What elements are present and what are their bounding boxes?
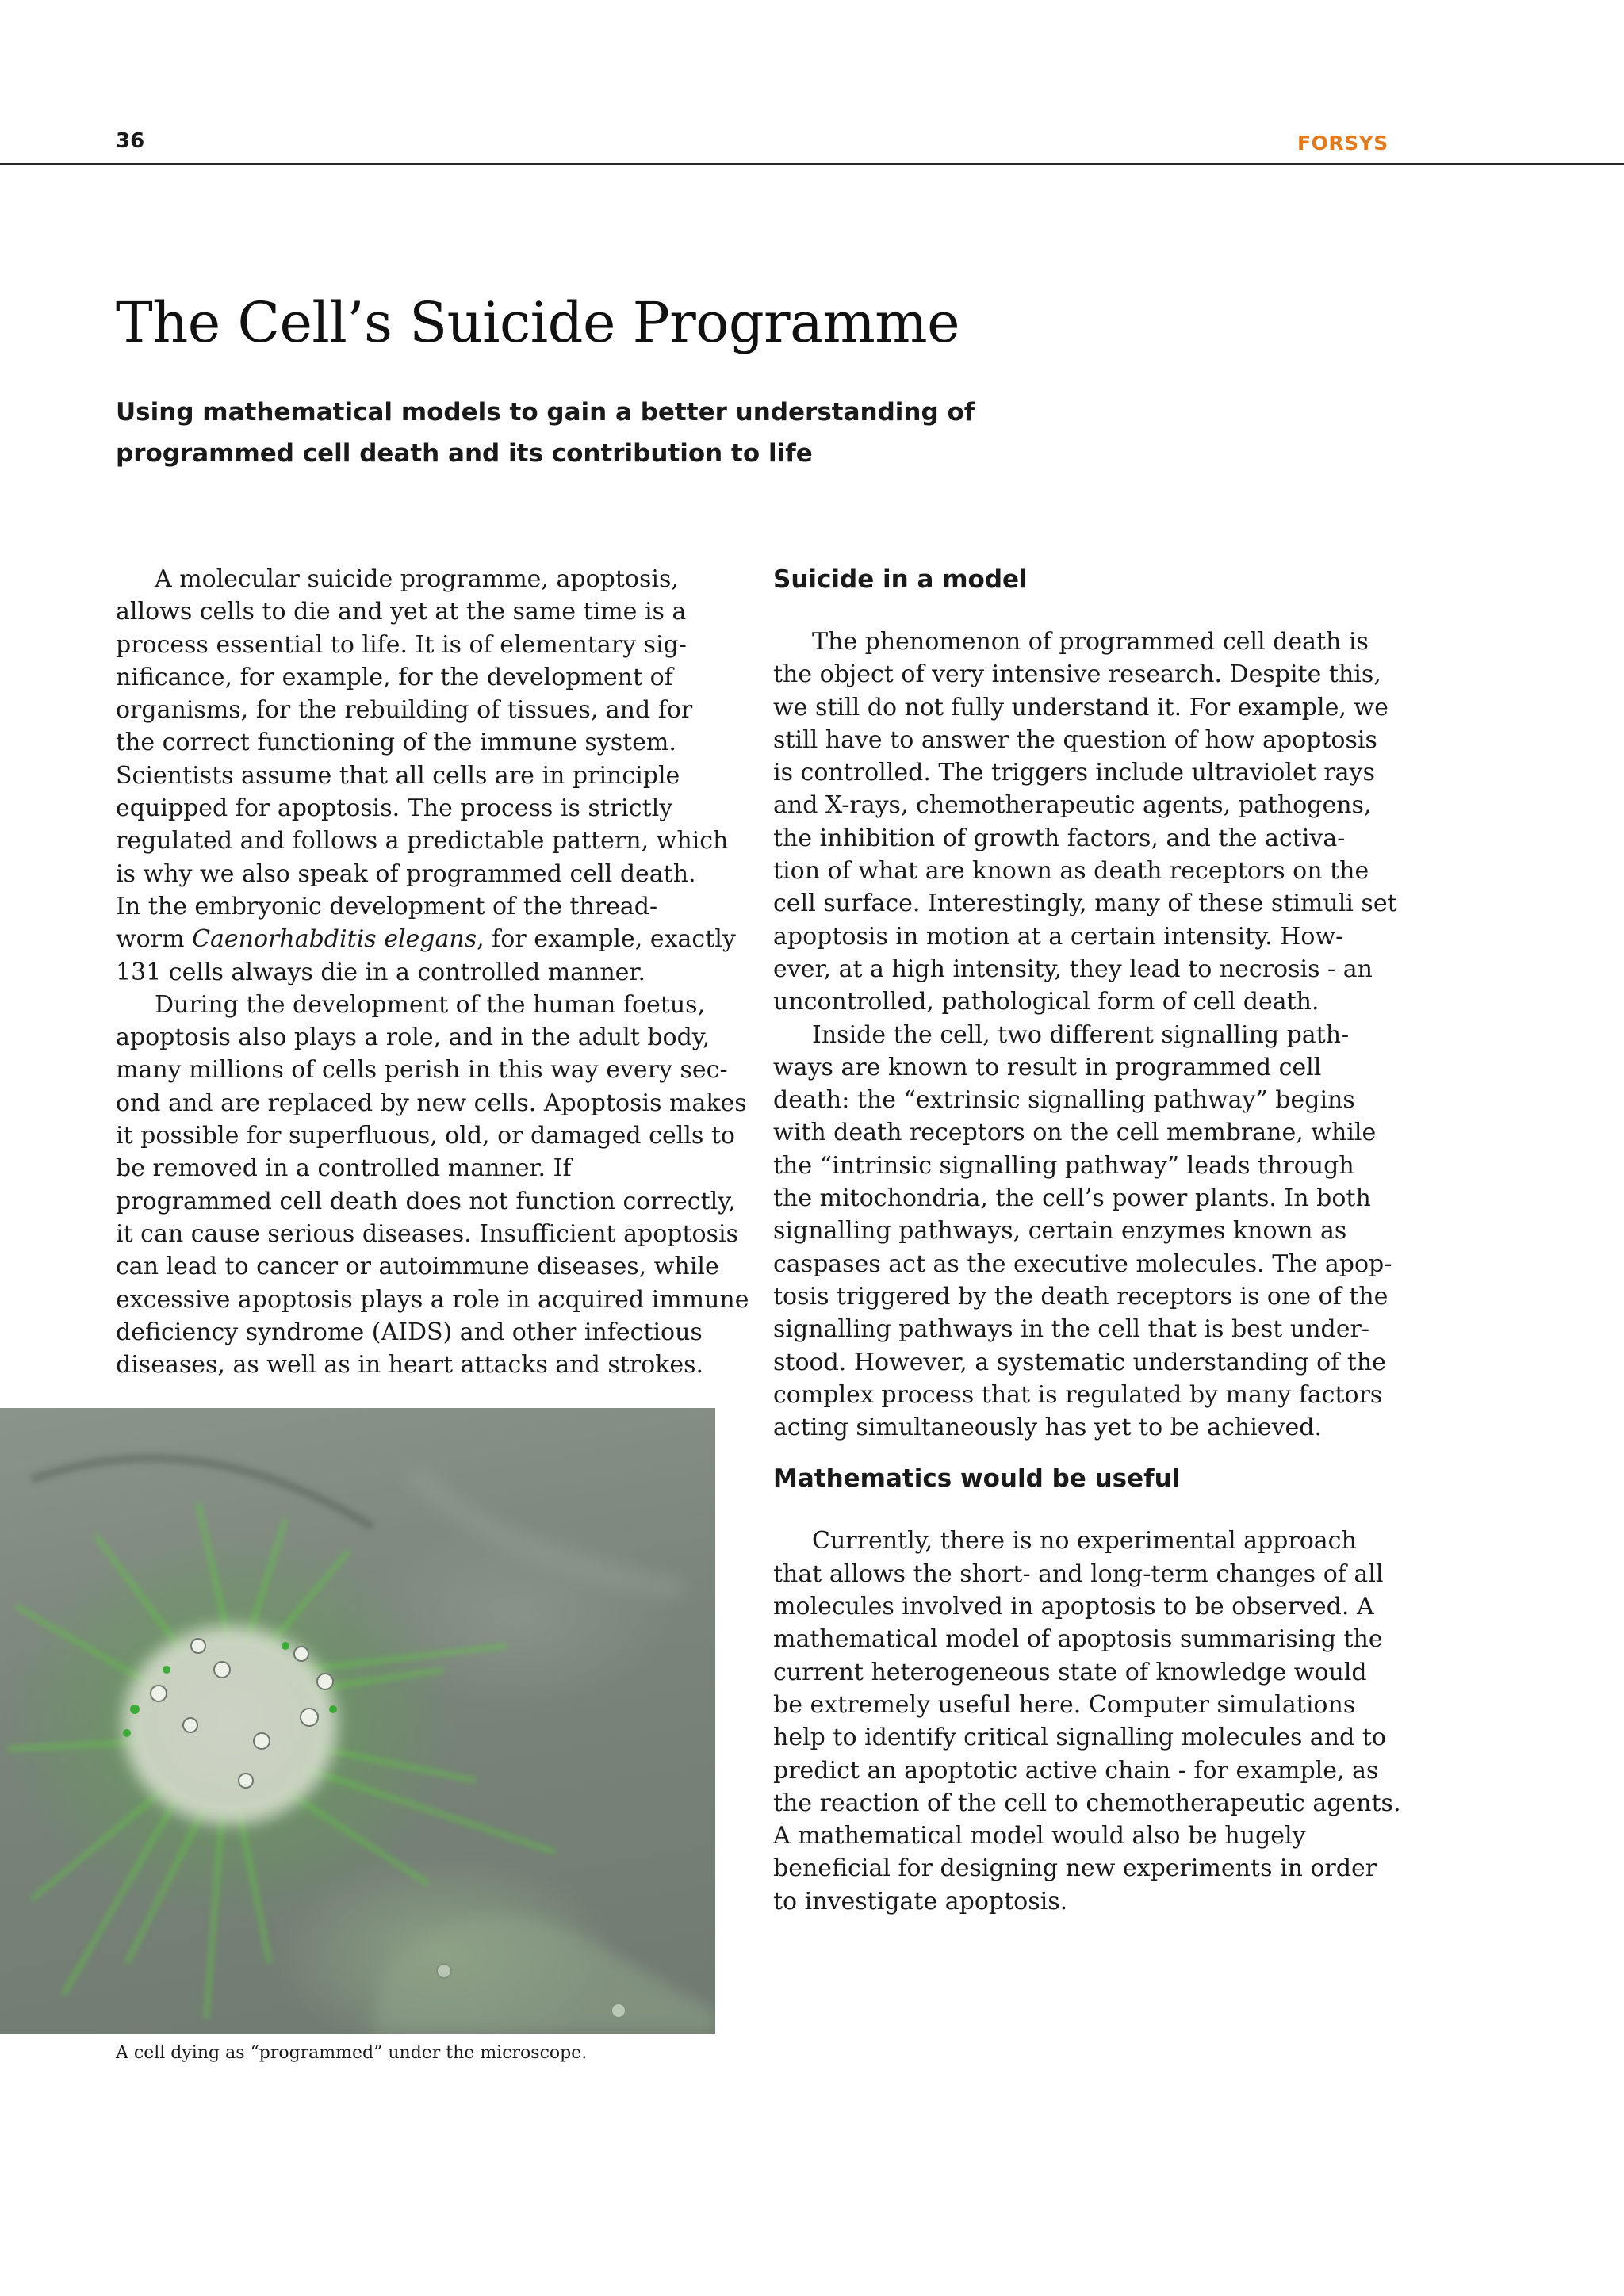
- text-line: ond and are replaced by new cells. Apoptosis makes: [116, 1089, 747, 1117]
- text-line: 131 cells always die in a controlled manner.: [116, 958, 645, 986]
- text-line: still have to answer the question of how apoptosis: [773, 725, 1377, 754]
- text-line: the reaction of the cell to chemotherapeutic agents.: [773, 1789, 1401, 1817]
- text-line: organisms, for the rebuilding of tissues, and for: [116, 696, 693, 725]
- text-line: many millions of cells perish in this way every sec-: [116, 1056, 728, 1085]
- text-line: ever, at a high intensity, they lead to necrosis - an: [773, 955, 1373, 983]
- text-line: diseases, as well as in heart attacks and strokes.: [116, 1351, 704, 1380]
- text-line: apoptosis also plays a role, and in the adult body,: [116, 1024, 710, 1052]
- text-line: signalling pathways in the cell that is best under-: [773, 1315, 1369, 1344]
- text-line: death: the “extrinsic signalling pathway” begins: [773, 1086, 1355, 1115]
- text-line: excessive apoptosis plays a role in acquired immune: [116, 1285, 749, 1314]
- text-line: and X-rays, chemotherapeutic agents, pathogens,: [773, 791, 1372, 820]
- text-line: the correct functioning of the immune system.: [116, 729, 676, 757]
- section-heading-suicide-model: Suicide in a model: [773, 565, 1028, 594]
- text-line: the object of very intensive research. Despite this,: [773, 660, 1381, 689]
- section-heading-mathematics: Mathematics would be useful: [773, 1464, 1181, 1494]
- text-line: acting simultaneously has yet to be achieved.: [773, 1414, 1323, 1442]
- text-line: beneficial for designing new experiments in order: [773, 1854, 1377, 1883]
- text-line: [116, 923, 736, 955]
- text-fragment: , for example, exactly: [477, 925, 736, 954]
- text-line: signalling pathways, certain enzymes known as: [773, 1217, 1347, 1246]
- text-line: be extremely useful here. Computer simulations: [773, 1690, 1356, 1719]
- right-column: [773, 561, 1401, 1918]
- text-line: can lead to cancer or autoimmune diseases, while: [116, 1253, 719, 1281]
- text-line: is controlled. The triggers include ultraviolet rays: [773, 759, 1375, 787]
- text-line: help to identify critical signalling molecules and to: [773, 1724, 1386, 1752]
- text-line: In the embryonic development of the thread-: [116, 892, 658, 920]
- species-name: Caenorhabditis elegans: [192, 925, 477, 954]
- text-line: be removed in a controlled manner. If: [116, 1154, 572, 1183]
- text-line: the inhibition of growth factors, and the activa-: [773, 824, 1346, 852]
- text-line: deficiency syndrome (AIDS) and other infectious: [116, 1318, 703, 1346]
- spacer: [773, 1498, 1376, 1525]
- text-line: Currently, there is no experimental approach: [812, 1527, 1357, 1556]
- text-line: current heterogeneous state of knowledge would: [773, 1658, 1367, 1686]
- text-line: stood. However, a systematic understanding of the: [773, 1348, 1386, 1376]
- text-line: apoptosis in motion at a certain intensity. How-: [773, 922, 1344, 951]
- left-column: [116, 563, 749, 1381]
- text-line: nificance, for example, for the development of: [116, 663, 673, 691]
- text-line: uncontrolled, pathological form of cell death.: [773, 988, 1320, 1016]
- fiber-shape: [412, 1471, 682, 1590]
- text-line: allows cells to die and yet at the same time is a: [116, 598, 687, 626]
- page-number: 36: [116, 129, 145, 153]
- text-line: the “intrinsic signalling pathway” leads through: [773, 1151, 1354, 1180]
- spacer: [773, 599, 1376, 626]
- header-rule: [0, 163, 1624, 165]
- text-line: to investigate apoptosis.: [773, 1887, 1068, 1915]
- cell-microscope-image: [0, 1408, 715, 2034]
- text-line: we still do not fully understand it. For example, we: [773, 693, 1388, 721]
- text-line: molecules involved in apoptosis to be observed. A: [773, 1593, 1374, 1621]
- subtitle-line: programmed cell death and its contribution to life: [116, 439, 813, 468]
- text-line: programmed cell death does not function correctly,: [116, 1187, 736, 1215]
- text-line: is why we also speak of programmed cell death.: [116, 859, 696, 888]
- text-line: tion of what are known as death receptors on the: [773, 857, 1369, 886]
- page-title: The Cell’s Suicide Programme: [116, 290, 960, 355]
- text-line: ways are known to result in programmed cell: [773, 1053, 1322, 1081]
- text-fragment: worm: [116, 925, 193, 954]
- subtitle-line: Using mathematical models to gain a better understanding of: [116, 398, 975, 427]
- figure-caption: A cell dying as “programmed” under the microscope.: [116, 2043, 588, 2063]
- neighbour-cell: [373, 1915, 715, 2034]
- text-line: tosis triggered by the death receptors is one of the: [773, 1282, 1388, 1311]
- text-line: Scientists assume that all cells are in principle: [116, 761, 680, 790]
- text-line: predict an apoptotic active chain - for example, as: [773, 1756, 1379, 1785]
- text-line: the mitochondria, the cell’s power plants. In both: [773, 1184, 1371, 1213]
- text-line: that allows the short- and long-term changes of all: [773, 1559, 1384, 1588]
- spacer: [773, 1444, 1376, 1460]
- text-line: with death receptors on the cell membrane, while: [773, 1119, 1377, 1147]
- text-line: it can cause serious diseases. Insufficient apoptosis: [116, 1219, 738, 1248]
- text-line: regulated and follows a predictable pattern, which: [116, 827, 729, 855]
- text-line: it possible for superfluous, old, or damaged cells to: [116, 1122, 735, 1150]
- text-line: Inside the cell, two different signalling path-: [812, 1020, 1350, 1049]
- text-line: mathematical model of apoptosis summarising the: [773, 1625, 1383, 1654]
- text-line: A molecular suicide programme, apoptosis,: [155, 565, 679, 593]
- cell-illustration: [0, 1408, 715, 2034]
- text-line: A mathematical model would also be hugely: [773, 1822, 1306, 1850]
- subtitle: [116, 392, 988, 474]
- text-line: process essential to life. It is of elementary sig-: [116, 630, 687, 659]
- text-line: cell surface. Interestingly, many of these stimuli set: [773, 890, 1397, 918]
- text-line: complex process that is regulated by many factors: [773, 1380, 1383, 1409]
- text-line: The phenomenon of programmed cell death is: [812, 628, 1369, 656]
- text-line: equipped for apoptosis. The process is strictly: [116, 794, 673, 823]
- text-line: caspases act as the executive molecules. The apop-: [773, 1249, 1392, 1278]
- text-line: During the development of the human foetus,: [155, 990, 706, 1019]
- brand-label: FORSYS: [1297, 132, 1388, 155]
